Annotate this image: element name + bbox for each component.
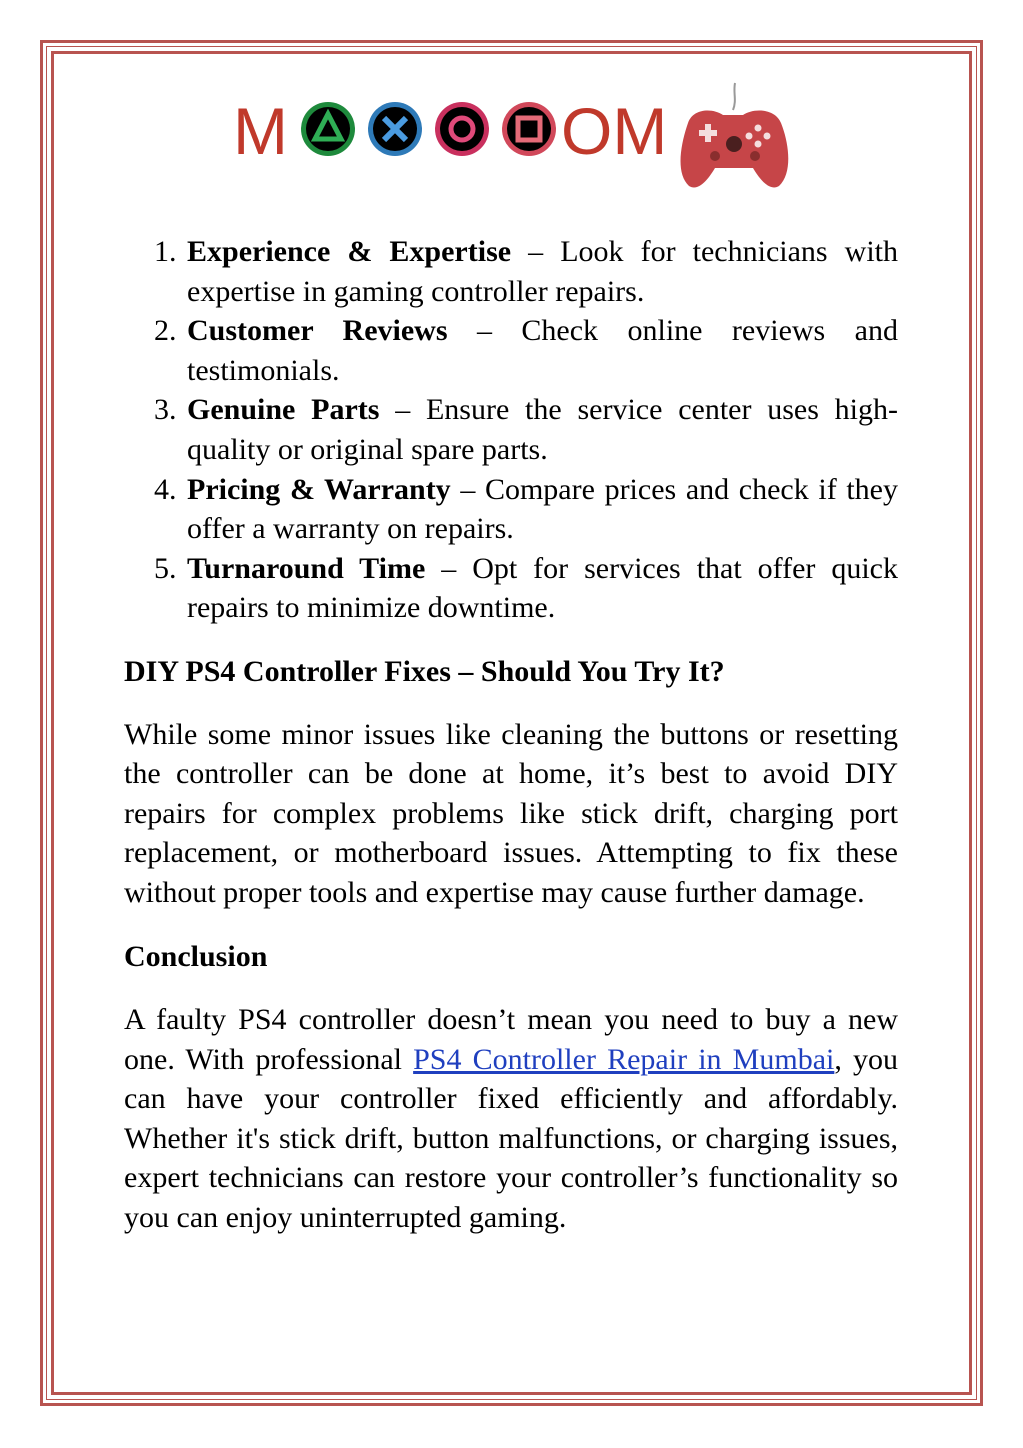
tip-description: – Ensure the service center uses high-quality or original spare parts. (187, 393, 898, 466)
triangle-symbol-icon (301, 102, 355, 156)
tip-title: Turnaround Time (187, 551, 426, 585)
list-number: 4. (154, 472, 177, 506)
list-number: 1. (154, 235, 177, 268)
logo-letters-om: OM (561, 94, 668, 168)
tip-title: Pricing & Warranty (187, 472, 451, 506)
tip-description: – Opt for services that offer quick repairs to minimize downtime. (187, 551, 898, 625)
list-item (124, 549, 898, 628)
tip-description: – Check online reviews and testimonials. (187, 314, 898, 387)
list-item (124, 232, 898, 311)
conclusion-paragraph (124, 1000, 898, 1238)
tip-description: – Look for technicians with expertise in gaming controller repairs. (187, 235, 898, 308)
tip-title: Customer Reviews (187, 314, 448, 348)
tip-title: Experience & Expertise (187, 235, 512, 268)
document-body (124, 232, 898, 1238)
ps4-repair-mumbai-link[interactable]: PS4 Controller Repair in Mumbai (413, 1042, 835, 1076)
tips-list (124, 232, 898, 628)
conclusion-text-before: A faulty PS4 controller doesn’t mean you need to buy a new one. With professional (124, 1003, 898, 1076)
circle-symbol-icon (435, 102, 489, 156)
list-number: 5. (154, 551, 177, 585)
tip-title: Genuine Parts (187, 393, 380, 427)
square-symbol-icon (502, 102, 556, 156)
list-item (124, 311, 898, 390)
list-number: 3. (154, 393, 177, 427)
maxcom-logo (233, 78, 793, 193)
gamepad-icon (681, 83, 789, 187)
tip-description: – Compare prices and check if they offer a warranty on repairs. (187, 472, 898, 546)
list-number: 2. (154, 314, 177, 348)
diy-paragraph: While some minor issues like cleaning the buttons or resetting the controller can be done at home, it’s best to avoid DIY repairs for complex problems like stick drift, charging port replacement, or motherboard issues. Attempting to fix these without proper tools and expertise may cause further damage. (124, 717, 898, 909)
list-item (124, 470, 898, 549)
logo-letter-m: M (233, 94, 288, 168)
conclusion-text-after: , you can have your controller fixed efficiently and affordably. Whether it's stick drift, button malfunctions, or charging issues, expert technicians can restore your controller’s functionality so you can enjoy uninterrupted gaming. (124, 1042, 898, 1235)
diy-heading: DIY PS4 Controller Fixes – Should You Try It? (124, 654, 725, 688)
cross-symbol-icon (368, 102, 422, 156)
conclusion-heading: Conclusion (124, 939, 268, 973)
list-item (124, 390, 898, 469)
